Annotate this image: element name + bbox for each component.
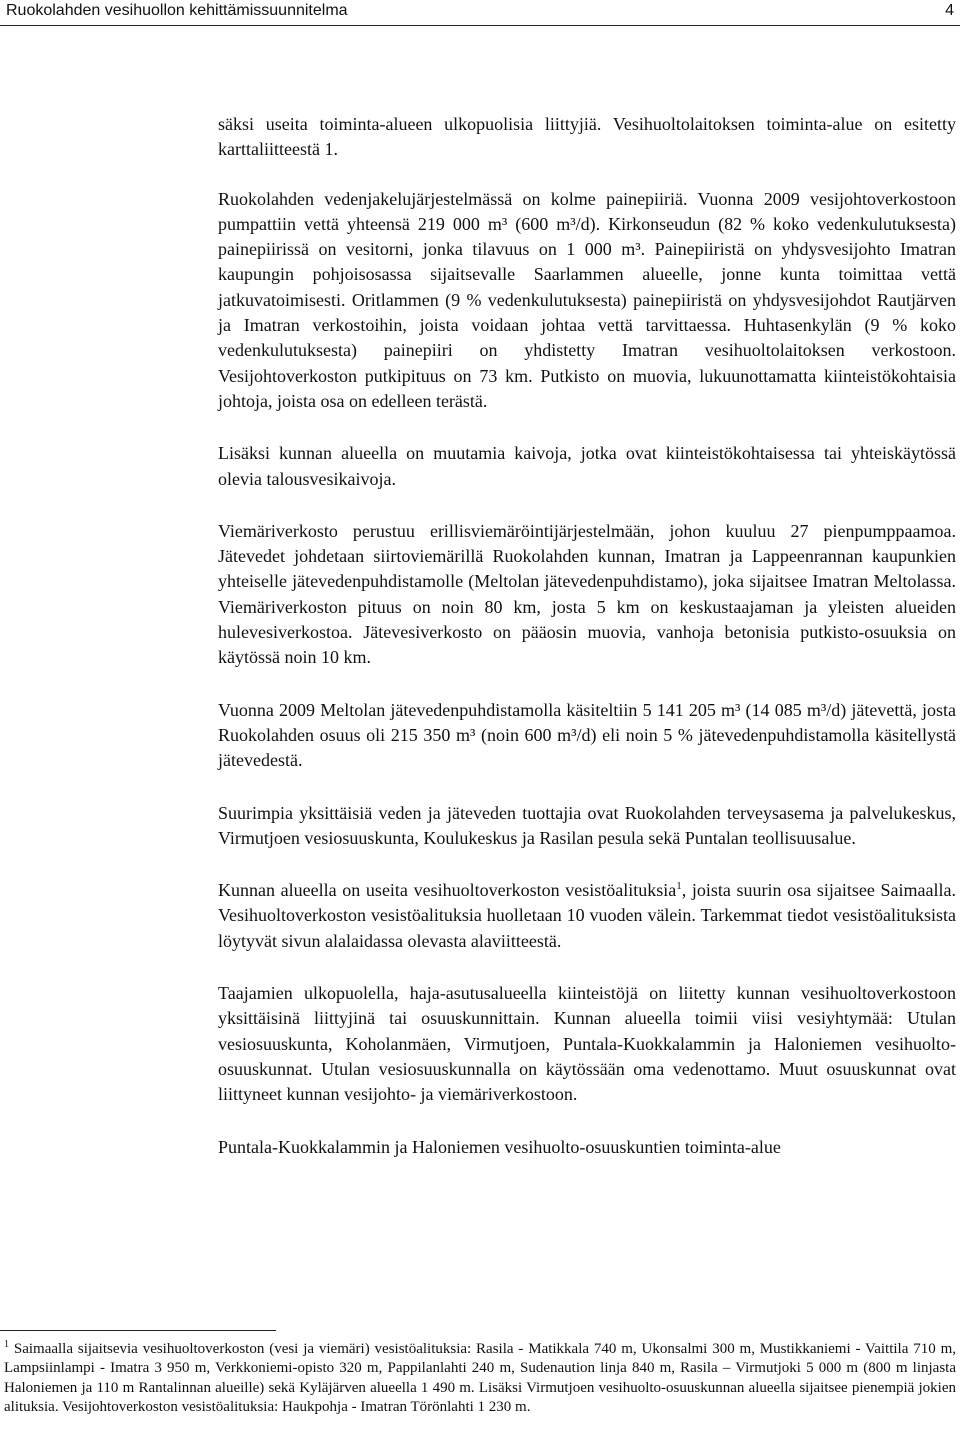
paragraph-wells: Lisäksi kunnan alueella on muutamia kaivoja, jotka ovat kiinteistökohtaisessa tai yhteiskäytössä olevia talousvesikaivoja. — [218, 443, 956, 489]
footnote-text: Saimaalla sijaitsevia vesihuoltoverkoston (vesi ja viemäri) vesistöalituksia: Rasila - Matikkala 740 m, Ukonsalmi 300 m, Mustikkaniemi - Vaittila 710 m, Lampsiinlampi - Imatra 3 950 m, Verkkoniemi-opisto 320 m, Pappilanlahti 240 m, Sudenaution linja 840 m, Rasila – Virmutjoki 5 000 m (800 m linjasta Haloniemen ja 110 m Rantalinnan alueille) sekä Kyläjärven alueella 1 490 m. Lisäksi Virmutjoen vesihuolto-osuuskunnan alueella sijaitsee pienempiä jokien alituksia. Vesijohtoverkoston vesistöalituksia: Haukpohja - Imatran Törönlahti 1 230 m. — [4, 1341, 956, 1415]
footnote-reference[interactable]: 1 — [676, 880, 682, 893]
document-title: Ruokolahden vesihuollon kehittämissuunnitelma — [6, 2, 348, 19]
crossings-text-start: Kunnan alueella on useita vesihuoltoverkoston vesistöalituksia — [218, 880, 677, 901]
paragraph-water-distribution: Ruokolahden vedenjakelujärjestelmässä on kolme painepiiriä. Vuonna 2009 vesijohtoverkostoon pumpattiin vettä yhteensä 219 000 m³ (600 m³/d). Kirkonseudun (82 % koko vedenkulutuksesta) painepiirissä on vesitorni, jonka tilavuus on 1 000 m³. Painepiiristä on yhdysvesijohto Imatran kaupungin pohjoisosassa sijaitsevalle Saarlammen alueelle, jonne kunta toimittaa vettä jatkuvatoimisesti. Oritlammen (9 % vedenkulutuksesta) painepiiristä on yhdysvesijohdot Rautjärven ja Imatran verkostoihin, joista voidaan johtaa vettä tarvittaessa. Huhtasenkylän (9 % koko vedenkulutuksesta) painepiiri on yhdistetty Imatran vesihuoltolaitoksen verkostoon. Vesijohtoverkoston putkipituus on 73 km. Putkisto on muovia, lukuunottamatta kiinteistökohtaisia johtoja, joista osa on edelleen terästä. — [218, 188, 956, 411]
paragraph-treatment-plant: Vuonna 2009 Meltolan jätevedenpuhdistamolla käsiteltiin 5 141 205 m³ (14 085 m³/d) jätevettä, josta Ruokolahden osuus oli 215 350 m³ (noin 600 m³/d) eli noin 5 % jätevedenpuhdistamolla käsitellystä jätevedestä. — [218, 699, 956, 771]
footnote-marker: 1 — [4, 1339, 9, 1350]
paragraph-largest-producers: Suurimpia yksittäisiä veden ja jäteveden tuottajia ovat Ruokolahden terveysasema ja palvelukeskus, Virmutjoen vesiosuuskunta, Koulukeskus ja Rasilan pesula sekä Puntalan teollisuusalue. — [218, 802, 956, 848]
crossings-text-end: , joista suurin osa sijaitsee Saimaalla. Vesihuoltoverkoston vesistöalituksia huolletaan 10 vuoden välein. Tarkemmat tiedot vesistöalituksista löytyvät sivun alalaidassa olevasta alaviitteestä. — [218, 880, 956, 951]
body-text — [218, 112, 956, 1160]
page-number: 4 — [945, 2, 954, 19]
paragraph-operating-area: Puntala-Kuokkalammin ja Haloniemen vesihuolto-osuuskuntien toiminta-alue — [218, 1136, 781, 1157]
page-header — [0, 0, 960, 26]
paragraph-service-area: säksi useita toiminta-alueen ulkopuolisia liittyjiä. Vesihuoltolaitoksen toiminta-alue on esitetty karttaliitteestä 1. — [218, 114, 956, 160]
footnote — [4, 1340, 956, 1417]
paragraph-sewer-network: Viemäriverkosto perustuu erillisviemäröintijärjestelmään, johon kuuluu 27 pienpumppaamoa. Jätevedet johdetaan siirtoviemärillä Ruokolahden kunnan, Imatran ja Lappeenrannan kaupunkien yhteiselle jätevedenpuhdistamolle (Meltolan jätevedenpuhdistamo), joka sijaitsee Imatran Meltolassa. Viemäriverkoston pituus on noin 80 km, josta 5 km on keskustaajaman ja yleisten alueiden hulevesiverkostoa. Jätevesiverkosto on pääosin muovia, vanhoja betonisia putkisto-osuuksia on käytössä noin 10 km. — [218, 520, 956, 668]
paragraph-waterway-crossings — [218, 878, 956, 954]
header-divider — [0, 25, 960, 26]
footnote-divider — [0, 1330, 276, 1331]
paragraph-rural-areas: Taajamien ulkopuolella, haja-asutusalueella kiinteistöjä on liitetty kunnan vesihuoltoverkostoon yksittäisinä liittyjinä tai osuuskunnittain. Kunnan alueella toimii viisi vesiyhtymää: Utulan vesiosuuskunta, Koholanmäen, Virmutjoen, Puntala-Kuokkalammin ja Haloniemen vesihuolto-osuuskunnat. Utulan vesiosuuskunnalla on käytössään oma vedenottamo. Muut osuuskunnat ovat liittyneet kunnan vesijohto- ja viemäriverkostoon. — [218, 983, 956, 1105]
